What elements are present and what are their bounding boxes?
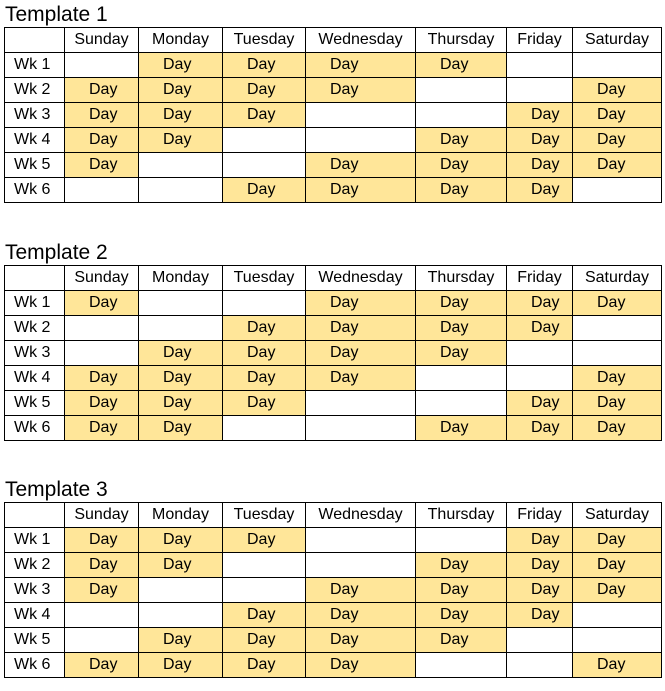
shift-cell-empty[interactable]	[416, 528, 507, 553]
shift-cell-empty[interactable]	[223, 291, 306, 316]
shift-cell-day[interactable]: Day	[223, 653, 306, 678]
shift-cell-day[interactable]: Day	[223, 528, 306, 553]
shift-cell-empty[interactable]	[573, 53, 662, 78]
day-header[interactable]: Sunday	[65, 28, 139, 53]
shift-cell-empty[interactable]	[416, 366, 507, 391]
shift-cell-empty[interactable]	[306, 391, 416, 416]
shift-cell-day[interactable]: Day	[65, 366, 139, 391]
shift-cell-day[interactable]: Day	[223, 316, 306, 341]
shift-cell-empty[interactable]	[223, 153, 306, 178]
day-header[interactable]: Sunday	[65, 503, 139, 528]
shift-cell-day[interactable]: Day	[139, 341, 223, 366]
shift-cell-day[interactable]: Day	[65, 78, 139, 103]
day-header[interactable]: Monday	[139, 28, 223, 53]
week-label[interactable]: Wk 2	[5, 78, 65, 103]
shift-cell-day[interactable]: Day	[507, 128, 573, 153]
shift-cell-day[interactable]: Day	[573, 416, 662, 441]
shift-cell-day[interactable]: Day	[573, 578, 662, 603]
day-header[interactable]: Sunday	[65, 266, 139, 291]
week-label[interactable]: Wk 4	[5, 366, 65, 391]
shift-cell-empty[interactable]	[306, 416, 416, 441]
shift-cell-empty[interactable]	[223, 416, 306, 441]
week-label[interactable]: Wk 5	[5, 628, 65, 653]
day-header[interactable]: Thursday	[416, 266, 507, 291]
shift-cell-empty[interactable]	[139, 603, 223, 628]
week-label[interactable]: Wk 1	[5, 53, 65, 78]
day-header[interactable]: Saturday	[573, 28, 662, 53]
shift-cell-empty[interactable]	[65, 603, 139, 628]
shift-cell-empty[interactable]	[507, 341, 573, 366]
shift-cell-empty[interactable]	[507, 653, 573, 678]
week-label[interactable]: Wk 4	[5, 603, 65, 628]
shift-cell-day[interactable]: Day	[507, 178, 573, 203]
week-row	[5, 53, 662, 78]
shift-cell-day[interactable]: Day	[573, 553, 662, 578]
shift-cell-day[interactable]: Day	[416, 341, 507, 366]
week-row	[5, 178, 662, 203]
shift-cell-day[interactable]: Day	[416, 316, 507, 341]
shift-cell-day[interactable]: Day	[573, 291, 662, 316]
shift-cell-day[interactable]: Day	[306, 53, 416, 78]
day-header[interactable]: Friday	[507, 28, 573, 53]
shift-cell-empty[interactable]	[507, 366, 573, 391]
shift-cell-day[interactable]: Day	[65, 153, 139, 178]
shift-cell-empty[interactable]	[573, 341, 662, 366]
shift-cell-empty[interactable]	[65, 341, 139, 366]
shift-cell-empty[interactable]	[223, 128, 306, 153]
shift-cell-empty[interactable]	[416, 391, 507, 416]
shift-cell-day[interactable]: Day	[306, 653, 416, 678]
shift-cell-day[interactable]: Day	[416, 153, 507, 178]
shift-cell-day[interactable]: Day	[507, 578, 573, 603]
week-row	[5, 366, 662, 391]
shift-cell-day[interactable]: Day	[507, 153, 573, 178]
shift-cell-empty[interactable]	[507, 78, 573, 103]
schedule-table	[4, 502, 662, 678]
shift-cell-day[interactable]: Day	[507, 103, 573, 128]
shift-cell-day[interactable]: Day	[573, 653, 662, 678]
week-label[interactable]: Wk 3	[5, 103, 65, 128]
shift-cell-empty[interactable]	[65, 53, 139, 78]
template-title: Template 1	[5, 3, 108, 26]
shift-cell-day[interactable]: Day	[416, 291, 507, 316]
day-header[interactable]: Monday	[139, 503, 223, 528]
shift-cell-day[interactable]: Day	[416, 53, 507, 78]
week-label[interactable]: Wk 1	[5, 291, 65, 316]
shift-cell-empty[interactable]	[139, 316, 223, 341]
week-label[interactable]: Wk 5	[5, 391, 65, 416]
shift-cell-day[interactable]: Day	[65, 578, 139, 603]
week-row	[5, 653, 662, 678]
week-label[interactable]: Wk 6	[5, 416, 65, 441]
day-header[interactable]: Tuesday	[223, 503, 306, 528]
week-label[interactable]: Wk 5	[5, 153, 65, 178]
week-row	[5, 578, 662, 603]
shift-cell-day[interactable]: Day	[139, 553, 223, 578]
shift-cell-day[interactable]: Day	[223, 103, 306, 128]
shift-cell-empty[interactable]	[573, 178, 662, 203]
shift-cell-day[interactable]: Day	[573, 391, 662, 416]
week-row	[5, 553, 662, 578]
day-header[interactable]: Tuesday	[223, 28, 306, 53]
day-header[interactable]: Wednesday	[306, 503, 416, 528]
shift-cell-empty[interactable]	[65, 316, 139, 341]
template-block-2	[4, 241, 662, 441]
week-label[interactable]: Wk 6	[5, 653, 65, 678]
shift-cell-day[interactable]: Day	[306, 628, 416, 653]
shift-cell-day[interactable]: Day	[65, 553, 139, 578]
day-header[interactable]: Thursday	[416, 28, 507, 53]
header-row	[5, 266, 662, 291]
shift-cell-empty[interactable]	[223, 578, 306, 603]
shift-cell-day[interactable]: Day	[507, 553, 573, 578]
week-label[interactable]: Wk 1	[5, 528, 65, 553]
shift-cell-day[interactable]: Day	[139, 103, 223, 128]
day-header[interactable]: Friday	[507, 503, 573, 528]
shift-cell-day[interactable]: Day	[139, 391, 223, 416]
day-header[interactable]: Saturday	[573, 266, 662, 291]
shift-cell-empty[interactable]	[573, 316, 662, 341]
schedule-table	[4, 27, 662, 203]
week-row	[5, 316, 662, 341]
shift-cell-day[interactable]: Day	[507, 316, 573, 341]
week-row	[5, 416, 662, 441]
day-header[interactable]: Wednesday	[306, 266, 416, 291]
shift-cell-day[interactable]: Day	[139, 128, 223, 153]
week-row	[5, 291, 662, 316]
corner-cell[interactable]	[5, 28, 65, 53]
shift-cell-day[interactable]: Day	[139, 78, 223, 103]
shift-cell-empty[interactable]	[223, 553, 306, 578]
shift-cell-empty[interactable]	[573, 603, 662, 628]
shift-cell-empty[interactable]	[416, 103, 507, 128]
template-title: Template 3	[5, 478, 108, 501]
shift-cell-day[interactable]: Day	[573, 128, 662, 153]
shift-cell-day[interactable]: Day	[416, 578, 507, 603]
shift-cell-day[interactable]: Day	[306, 153, 416, 178]
shift-cell-day[interactable]: Day	[223, 78, 306, 103]
shift-cell-day[interactable]: Day	[223, 178, 306, 203]
shift-cell-day[interactable]: Day	[507, 528, 573, 553]
shift-cell-day[interactable]: Day	[223, 53, 306, 78]
shift-cell-day[interactable]: Day	[416, 178, 507, 203]
shift-cell-empty[interactable]	[507, 628, 573, 653]
shift-cell-day[interactable]: Day	[223, 628, 306, 653]
shift-cell-day[interactable]: Day	[306, 578, 416, 603]
week-label[interactable]: Wk 4	[5, 128, 65, 153]
shift-cell-day[interactable]: Day	[306, 603, 416, 628]
shift-cell-empty[interactable]	[573, 628, 662, 653]
shift-cell-day[interactable]: Day	[223, 341, 306, 366]
week-row	[5, 103, 662, 128]
shift-cell-day[interactable]: Day	[65, 391, 139, 416]
shift-cell-day[interactable]: Day	[416, 128, 507, 153]
template-title: Template 2	[5, 241, 108, 264]
week-row	[5, 78, 662, 103]
shift-cell-day[interactable]: Day	[507, 416, 573, 441]
shift-cell-day[interactable]: Day	[306, 366, 416, 391]
shift-cell-day[interactable]: Day	[223, 391, 306, 416]
header-row	[5, 503, 662, 528]
shift-cell-empty[interactable]	[65, 178, 139, 203]
shift-cell-day[interactable]: Day	[416, 603, 507, 628]
shift-cell-day[interactable]: Day	[416, 416, 507, 441]
day-header[interactable]: Saturday	[573, 503, 662, 528]
week-row	[5, 628, 662, 653]
week-label[interactable]: Wk 3	[5, 578, 65, 603]
week-label[interactable]: Wk 6	[5, 178, 65, 203]
shift-cell-day[interactable]: Day	[416, 553, 507, 578]
shift-cell-day[interactable]: Day	[306, 316, 416, 341]
week-row	[5, 528, 662, 553]
shift-cell-empty[interactable]	[139, 578, 223, 603]
shift-cell-empty[interactable]	[139, 291, 223, 316]
shift-cell-day[interactable]: Day	[507, 603, 573, 628]
header-row	[5, 28, 662, 53]
shift-cell-empty[interactable]	[306, 553, 416, 578]
shift-cell-day[interactable]: Day	[573, 366, 662, 391]
week-row	[5, 391, 662, 416]
shift-cell-day[interactable]: Day	[223, 603, 306, 628]
template-block-3	[4, 478, 662, 678]
shift-cell-day[interactable]: Day	[507, 391, 573, 416]
shift-cell-empty[interactable]	[507, 53, 573, 78]
shift-cell-day[interactable]: Day	[573, 103, 662, 128]
shift-cell-empty[interactable]	[416, 653, 507, 678]
shift-cell-day[interactable]: Day	[65, 528, 139, 553]
day-header[interactable]: Tuesday	[223, 266, 306, 291]
shift-cell-day[interactable]: Day	[65, 128, 139, 153]
week-row	[5, 603, 662, 628]
shift-cell-day[interactable]: Day	[139, 528, 223, 553]
week-row	[5, 153, 662, 178]
shift-cell-empty[interactable]	[139, 178, 223, 203]
day-header[interactable]: Friday	[507, 266, 573, 291]
week-row	[5, 341, 662, 366]
shift-cell-day[interactable]: Day	[139, 628, 223, 653]
shift-cell-empty[interactable]	[416, 78, 507, 103]
shift-cell-day[interactable]: Day	[416, 628, 507, 653]
week-row	[5, 128, 662, 153]
week-label[interactable]: Wk 2	[5, 553, 65, 578]
shift-cell-day[interactable]: Day	[306, 341, 416, 366]
schedule-table	[4, 265, 662, 441]
shift-cell-empty[interactable]	[306, 128, 416, 153]
shift-cell-day[interactable]: Day	[573, 153, 662, 178]
shift-cell-day[interactable]: Day	[65, 103, 139, 128]
shift-cell-day[interactable]: Day	[223, 366, 306, 391]
shift-cell-empty[interactable]	[139, 153, 223, 178]
shift-cell-empty[interactable]	[306, 103, 416, 128]
shift-cell-day[interactable]: Day	[139, 416, 223, 441]
day-header[interactable]: Thursday	[416, 503, 507, 528]
shift-cell-day[interactable]: Day	[65, 416, 139, 441]
corner-cell[interactable]	[5, 503, 65, 528]
shift-cell-day[interactable]: Day	[507, 291, 573, 316]
shift-cell-day[interactable]: Day	[65, 291, 139, 316]
template-block-1	[4, 3, 662, 203]
shift-cell-day[interactable]: Day	[306, 78, 416, 103]
shift-cell-empty[interactable]	[306, 528, 416, 553]
shift-cell-day[interactable]: Day	[573, 78, 662, 103]
week-label[interactable]: Wk 3	[5, 341, 65, 366]
day-header[interactable]: Monday	[139, 266, 223, 291]
shift-cell-day[interactable]: Day	[139, 366, 223, 391]
shift-cell-day[interactable]: Day	[139, 53, 223, 78]
shift-cell-day[interactable]: Day	[139, 653, 223, 678]
week-label[interactable]: Wk 2	[5, 316, 65, 341]
corner-cell[interactable]	[5, 266, 65, 291]
shift-cell-day[interactable]: Day	[306, 178, 416, 203]
shift-cell-day[interactable]: Day	[306, 291, 416, 316]
shift-cell-empty[interactable]	[65, 628, 139, 653]
shift-cell-day[interactable]: Day	[65, 653, 139, 678]
shift-cell-day[interactable]: Day	[573, 528, 662, 553]
day-header[interactable]: Wednesday	[306, 28, 416, 53]
